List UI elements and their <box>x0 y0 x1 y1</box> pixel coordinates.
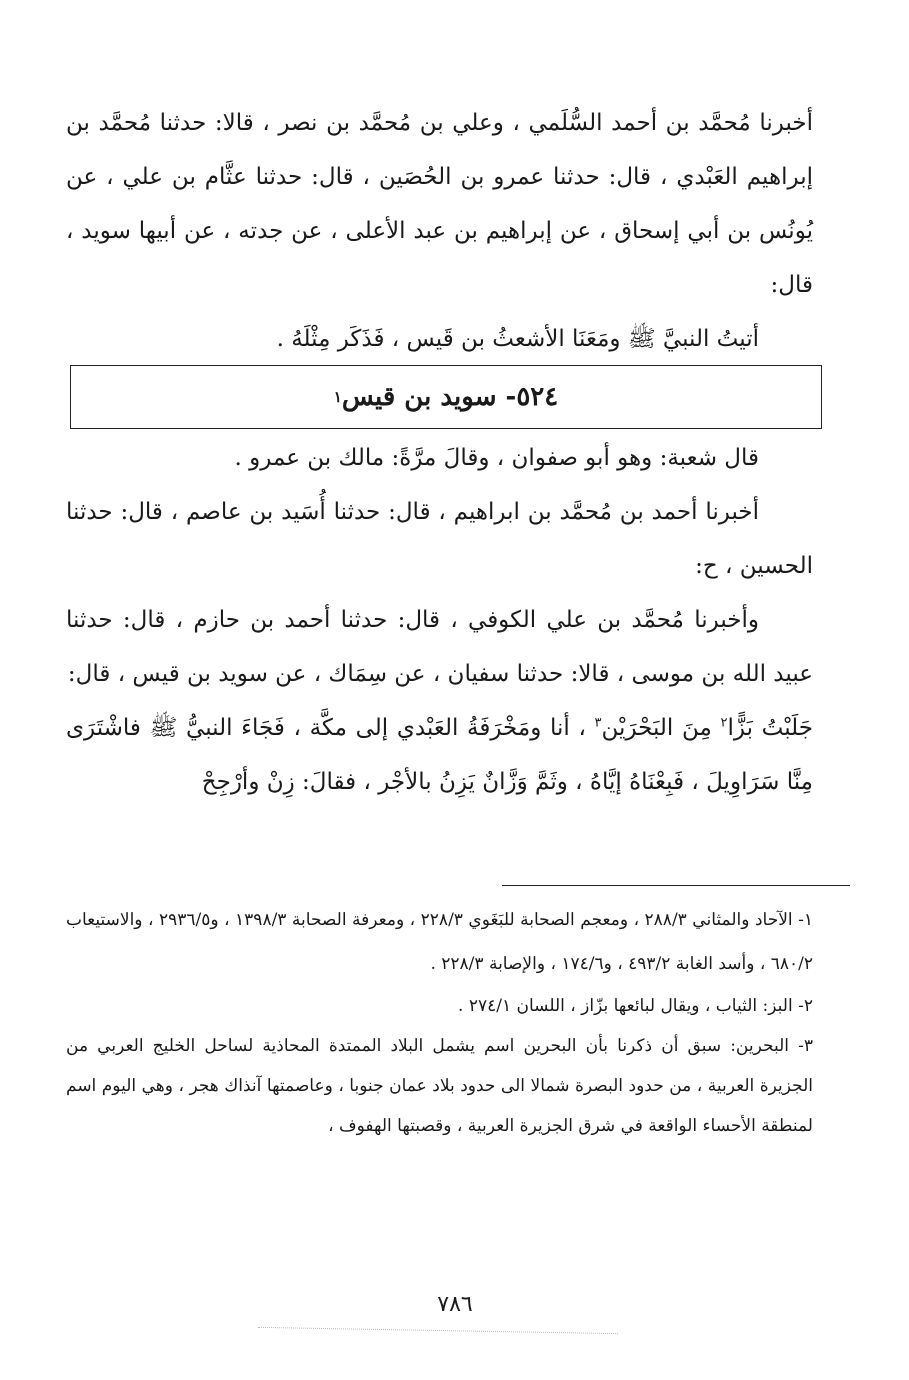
page-number: ٧٨٦ <box>437 1292 473 1317</box>
entry-intro-paragraph: قال شعبة: وهو أبو صفوان ، وقالَ مرَّةً: مالك بن عمرو . <box>234 445 759 471</box>
matn-text-c: ، أنا ومَخْرَفَةُ العَبْدي إلى مكَّة ، فَجَاءَ النبيُّ ﷺ فاشْتَرَى مِنَّا سَرَاوِيلَ ، فَبِعْنَاهُ إيَّاهُ ، وثَمَّ وَزَّانٌ يَزِنُ بالأجْر ، فقالَ: زِنْ وأرْجِحْ <box>66 715 813 795</box>
matn-text-b: مِنَ البَحْرَيْن <box>601 715 721 741</box>
footnote-2: ٢- البز: الثياب ، ويقال لبائعها بزّاز ، اللسان ٢٧٤/١ . <box>458 996 813 1016</box>
entry-body <box>66 431 813 809</box>
matn-text-a: جَلَبْتُ بَزًّا <box>727 715 813 741</box>
isnad-paragraph: أخبرنا مُحمَّد بن أحمد السُّلَمي ، وعلي بن مُحمَّد بن نصر ، قالا: حدثنا مُحمَّد بن إبراهيم العَبْدي ، قال: حدثنا عمرو بن الحُصَين ، قال: حدثنا عثَّام بن علي ، عن يُونُس بن أبي إسحاق ، عن إبراهيم بن عبد الأعلى ، عن جدته ، عن أبيها سويد ، قال: <box>66 110 813 298</box>
footnote-separator <box>502 885 850 886</box>
hadith-chain-block <box>66 96 813 366</box>
footnotes-section <box>66 898 813 1146</box>
entry-title-box: ٥٢٤- سويد بن قيس ١ <box>70 365 822 429</box>
matn-paragraph <box>66 701 813 809</box>
scan-artifact-line <box>258 1327 618 1335</box>
isnad-paragraph-2: وأخبرنا مُحمَّد بن علي الكوفي ، قال: حدثنا أحمد بن حازم ، قال: حدثنا عبيد الله بن موسى ، قالا: حدثنا سفيان ، عن سِمَاك ، عن سويد بن قيس ، قال: <box>66 607 813 687</box>
footnote-3: ٣- البحرين: سبق أن ذكرنا بأن البحرين اسم يشمل البلاد الممتدة المحاذية لساحل الخليج العربي من الجزيرة العربية ، من حدود البصرة شمالا الى حدود بلاد عمان جنوبا ، وعاصمتها آنذاك هجر ، وهي اليوم اسم لمنطقة الأحساء الواقعة في شرق الجزيرة العربية ، وقصبتها الهفوف ، <box>66 1036 813 1136</box>
footnote-ref-2: ٢ <box>720 715 728 731</box>
entry-title: ٥٢٤- سويد بن قيس <box>341 382 559 412</box>
footnote-1: ١- الآحاد والمثاني ٢٨٨/٣ ، ومعجم الصحابة للبَغَوي ٢٢٨/٣ ، ومعرفة الصحابة ١٣٩٨/٣ ، و٢٩٣٦/٥ ، والاستيعاب ٦٨٠/٢ ، وأسد الغابة ٤٩٣/٢ ، و١٧٤/٦ ، والإصابة ٢٢٨/٣ . <box>66 910 813 974</box>
isnad-paragraph-1: أخبرنا أحمد بن مُحمَّد بن ابراهيم ، قال: حدثنا أُسَيد بن عاصم ، قال: حدثنا الحسين ، ح: <box>66 499 813 579</box>
footnote-ref-3: ٣ <box>594 715 602 731</box>
matn-paragraph: أتيتُ النبيَّ ﷺ ومَعَنَا الأشعثُ بن قَيس ، فَذَكَر مِثْلَهُ . <box>276 326 759 352</box>
